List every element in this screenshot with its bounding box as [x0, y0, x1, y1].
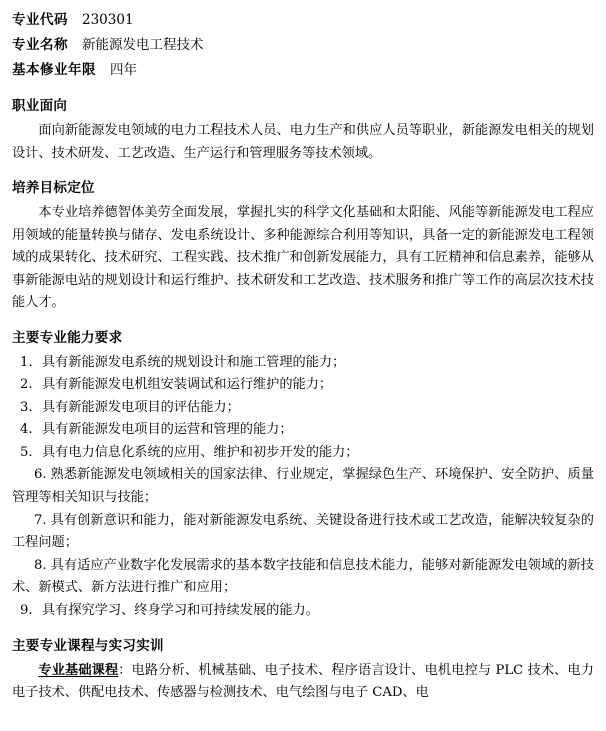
section-paragraph-career: 面向新能源发电领域的电力工程技术人员、电力生产和供应人员等职业，新能源发电相关的规划设计、技术研发、工艺改造、生产运行和管理服务等技术领域。	[12, 123, 594, 161]
meta-value-duration: 四年	[110, 62, 137, 78]
list-item-text: 具有创新意识和能力，能对新能源发电系统、关键设备进行技术或工艺改造，能解决较复杂的工程问题；	[12, 512, 594, 551]
list-item-number: 4.	[20, 422, 33, 438]
meta-row-name	[12, 33, 594, 58]
list-item-text: 具有新能源发电机组安装调试和运行维护的能力；	[42, 377, 333, 393]
list-item-text: 具有新能源发电项目的运营和管理的能力；	[42, 422, 293, 438]
list-item	[12, 464, 594, 509]
list-item	[12, 600, 594, 623]
list-item-number: 7.	[34, 512, 47, 528]
list-item-number: 1.	[20, 354, 33, 370]
meta-label-duration: 基本修业年限	[12, 62, 96, 78]
meta-label-code: 专业代码	[12, 12, 68, 28]
meta-value-code: 230301	[82, 12, 134, 28]
list-item-number: 8.	[34, 557, 47, 573]
meta-row-duration	[12, 58, 594, 83]
meta-row-code	[12, 8, 594, 33]
section-heading-goal: 培养目标定位	[12, 180, 95, 196]
list-item	[12, 510, 594, 555]
abilities-list	[12, 352, 594, 623]
list-item-number: 5.	[20, 444, 33, 460]
course-basic-label: 专业基础课程	[38, 662, 119, 678]
list-item-text: 具有新能源发电系统的规划设计和施工管理的能力；	[42, 354, 346, 370]
list-item	[12, 397, 594, 420]
section-paragraph-goal: 本专业培养德智体美劳全面发展，掌握扎实的科学文化基础和太阳能、风能等新能源发电工程应用领域的能量转换与储存、发电系统设计、多种能源综合利用等知识，具备一定的新能源发电工程领域的成果转化、技术研究、工程实践、技术推广和创新发展能力，具有工匠精神和信息素养，能够从事新能源电站的规划设计和运行维护、技术研发和工艺改造、技术服务和推广等工作的高层次技术技能人才。	[12, 205, 594, 310]
list-item-text: 具有电力信息化系统的应用、维护和初步开发的能力；	[42, 444, 359, 460]
course-basic-paragraph	[12, 660, 594, 705]
list-item-text: 具有新能源发电项目的评估能力；	[42, 399, 240, 415]
section-heading-abilities: 主要专业能力要求	[12, 329, 123, 346]
list-item	[12, 555, 594, 600]
list-item-number: 3.	[20, 399, 33, 415]
course-basic-text: ：电路分析、机械基础、电子技术、程序语言设计、电机电控与 PLC 技术、电力电子技术、供配电技术、传感器与检测技术、电气绘图与电子 CAD、电	[12, 662, 594, 701]
list-item-number: 9.	[20, 603, 33, 619]
meta-label-name: 专业名称	[12, 37, 68, 53]
section-heading-career: 职业面向	[12, 98, 68, 114]
meta-value-name: 新能源发电工程技术	[82, 37, 204, 53]
list-item-number: 2.	[20, 377, 33, 393]
list-item	[12, 374, 594, 397]
section-heading-courses: 主要专业课程与实习实训	[12, 637, 164, 654]
list-item-text: 具有适应产业数字化发展需求的基本数字技能和信息技术能力，能够对新能源发电领域的新技术、新模式、新方法进行推广和应用；	[12, 557, 594, 596]
list-item-number: 6.	[34, 467, 47, 483]
list-item	[12, 442, 594, 465]
list-item-text: 具有探究学习、终身学习和可持续发展的能力。	[42, 603, 319, 619]
list-item	[12, 352, 594, 375]
list-item-text: 熟悉新能源发电领域相关的国家法律、行业规定，掌握绿色生产、环境保护、安全防护、质量管理等相关知识与技能；	[12, 467, 594, 506]
list-item	[12, 419, 594, 442]
